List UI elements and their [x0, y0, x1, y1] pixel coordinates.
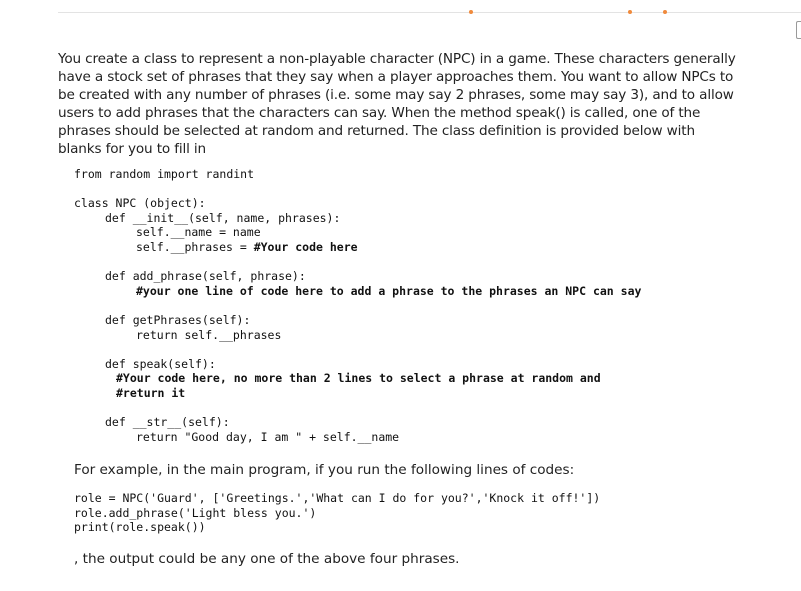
- code-class-line: class NPC (object):: [74, 196, 206, 211]
- top-accent-mark: [663, 10, 667, 14]
- example-code-line-1: role = NPC('Guard', ['Greetings.','What can I do for you?','Knock it off!']): [74, 491, 601, 505]
- example-intro: For example, in the main program, if you run the following lines of codes:: [74, 462, 575, 478]
- code-str-return: return "Good day, I am " + self.__name: [136, 429, 400, 444]
- side-panel-handle[interactable]: [796, 21, 801, 39]
- code-init-name: self.__name = name: [136, 225, 261, 240]
- code-speak-comment-1: #Your code here, no more than 2 lines to select a phrase at random and: [116, 371, 601, 386]
- top-divider: [58, 12, 801, 13]
- top-accent-mark: [469, 10, 473, 14]
- example-code-block: [74, 491, 600, 535]
- code-blank-line: [74, 401, 641, 416]
- output-explanation: , the output could be any one of the above four phrases.: [74, 551, 460, 567]
- code-get-phrases-def: def getPhrases(self):: [105, 312, 251, 327]
- question-intro: You create a class to represent a non-playable character (NPC) in a game. These characters generally have a stock set of phrases that they say when a player approaches them. You want to allow NPCs to be created with any number of phrases (i.e. some may say 2 phrases, some may say 3), and to allow users to add phrases that the characters can say. When the method speak() is called, one of the phrases should be selected at random and returned. The class definition is provided below with blanks for you to fill in: [58, 51, 736, 157]
- code-speak-def: def speak(self):: [105, 356, 216, 371]
- code-blank-line: [74, 342, 641, 357]
- example-code-line-3: print(role.speak()): [74, 520, 206, 535]
- code-blank-line: [74, 255, 641, 270]
- code-add-phrase-comment: #your one line of code here to add a phrase to the phrases an NPC can say: [136, 283, 642, 298]
- code-init-phrases-assign: self.__phrases =: [136, 239, 254, 254]
- code-init-phrases: [74, 240, 641, 255]
- class-code-block: [74, 167, 641, 444]
- code-add-phrase-def: def add_phrase(self, phrase):: [105, 269, 306, 284]
- code-blank-line: [74, 298, 641, 313]
- example-code-line-2: role.add_phrase('Light bless you.'): [74, 505, 317, 520]
- code-blank-line: [74, 182, 641, 197]
- top-accent-mark: [628, 10, 632, 14]
- code-speak-comment-2: #return it: [116, 385, 186, 400]
- code-str-def: def __str__(self):: [105, 415, 230, 430]
- code-init-phrases-comment: #Your code here: [253, 239, 358, 254]
- code-init-def: def __init__(self, name, phrases):: [105, 210, 341, 225]
- code-import-line: from random import randint: [74, 167, 255, 181]
- code-get-phrases-return: return self.__phrases: [136, 327, 282, 342]
